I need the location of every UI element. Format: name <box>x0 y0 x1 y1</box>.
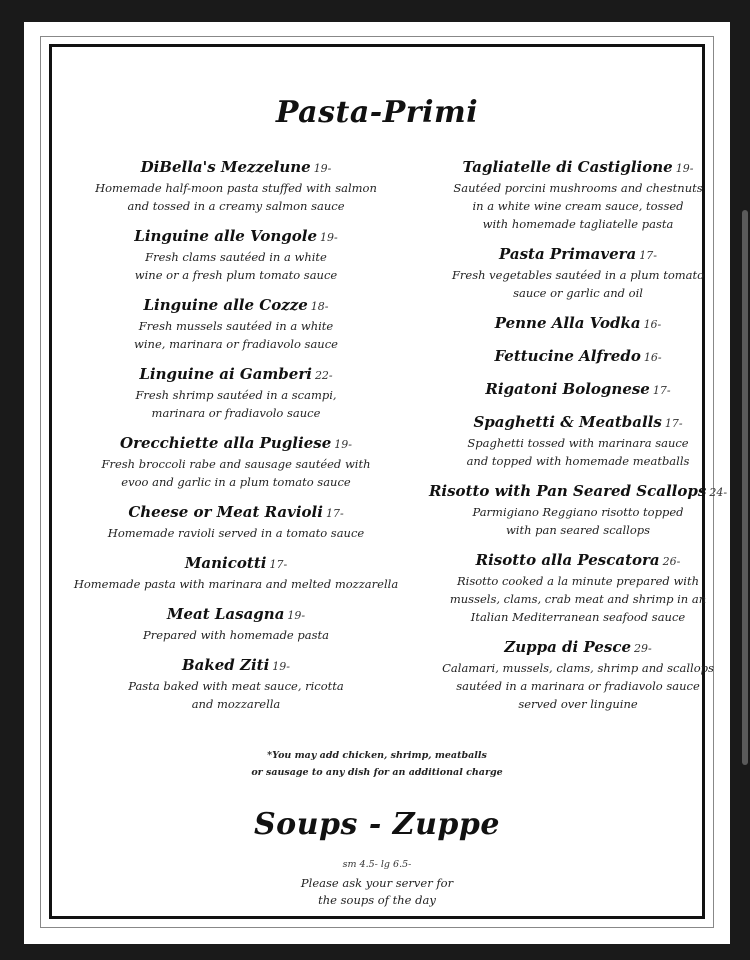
menu-item-header <box>66 553 406 575</box>
menu-item <box>408 157 748 233</box>
menu-item-price: 19- <box>319 231 338 244</box>
menu-item-header <box>408 412 748 434</box>
menu-item-price: 19- <box>334 438 352 451</box>
menu-item-price: 19- <box>675 162 694 175</box>
menu-item-description: Fresh vegetables sautéed in a plum tomato sauce or garlic and oil <box>451 268 705 300</box>
soups-section-title: Soups - Zuppe <box>254 807 500 842</box>
left-menu-column <box>66 157 406 724</box>
menu-item-price: 19- <box>287 609 306 622</box>
menu-item-header <box>408 637 748 659</box>
inner-border <box>49 44 728 919</box>
menu-item-description: Homemade ravioli served in a tomato sauce <box>107 526 365 540</box>
menu-item <box>408 637 748 713</box>
menu-item-name: Manicotti <box>184 554 267 572</box>
menu-item-header <box>66 604 406 626</box>
menu-item-description: Calamari, mussels, clams, shrimp and scallops sautéed in a marinara or fradiavolo sauce served over linguine <box>442 661 714 711</box>
menu-item <box>408 244 748 302</box>
menu-item-price: 17- <box>664 417 683 430</box>
menu-item-header <box>408 313 748 335</box>
menu-item <box>66 655 406 713</box>
menu-item-name: Risotto with Pan Seared Scallops <box>428 482 707 500</box>
menu-item-price: 26- <box>662 555 681 568</box>
menu-item <box>408 412 748 470</box>
menu-item-header <box>408 379 748 401</box>
menu-item <box>66 295 406 353</box>
menu-item-price: 17- <box>269 558 288 571</box>
menu-item-name: Tagliatelle di Castiglione <box>462 158 673 176</box>
menu-item <box>408 550 748 626</box>
menu-item-description: Spaghetti tossed with marinara sauce and topped with homemade meatballs <box>466 436 690 468</box>
menu-item-name: Penne Alla Vodka <box>494 314 641 332</box>
menu-item <box>66 553 406 593</box>
menu-item <box>66 157 406 215</box>
menu-page <box>24 22 730 944</box>
menu-item-price: 19- <box>272 660 291 673</box>
menu-item <box>66 364 406 422</box>
menu-item-name: Linguine ai Gamberi <box>139 365 312 383</box>
menu-item <box>66 604 406 644</box>
menu-item-name: Rigatoni Bolognese <box>485 380 650 398</box>
menu-item-header <box>66 295 406 317</box>
menu-item-description: Fresh broccoli rabe and sausage sautéed with evoo and garlic in a plum tomato sauce <box>101 457 371 489</box>
menu-item-price: 16- <box>643 318 662 331</box>
menu-item-header <box>66 226 406 248</box>
menu-item-name: Zuppa di Pesce <box>504 638 631 656</box>
menu-item-name: Spaghetti & Meatballs <box>473 413 662 431</box>
menu-item <box>66 502 406 542</box>
menu-item-price: 18- <box>310 300 329 313</box>
menu-item-price: 19- <box>313 162 332 175</box>
menu-item-price: 22- <box>314 369 333 382</box>
menu-item-name: Cheese or Meat Ravioli <box>128 503 323 521</box>
menu-item-price: 16- <box>643 351 662 364</box>
menu-item-name: Fettucine Alfredo <box>494 347 641 365</box>
menu-item-description: Fresh shrimp sautéed in a scampi, marinara or fradiavolo sauce <box>135 388 337 420</box>
menu-item-header <box>408 244 748 266</box>
menu-item <box>66 433 406 491</box>
menu-item <box>408 313 748 335</box>
menu-item-description: Parmigiano Reggiano risotto topped with pan seared scallops <box>472 505 684 537</box>
menu-item-description: Sautéed porcini mushrooms and chestnuts in a white wine cream sauce, tossed with homemade tagliatelle pasta <box>453 181 703 231</box>
menu-item-header <box>66 157 406 179</box>
menu-item-header <box>408 550 748 572</box>
menu-item-description: Fresh mussels sautéed in a white wine, marinara or fradiavolo sauce <box>134 319 338 351</box>
menu-item-price: 17- <box>639 249 657 262</box>
menu-item-price: 17- <box>325 507 344 520</box>
menu-item-header <box>408 346 748 368</box>
menu-item-header <box>66 364 406 386</box>
menu-item-name: Pasta Primavera <box>499 245 637 263</box>
pasta-section-title: Pasta-Primi <box>275 95 479 130</box>
right-menu-column <box>408 157 748 724</box>
menu-item-description: Homemade half-moon pasta stuffed with salmon and tossed in a creamy salmon sauce <box>95 181 377 213</box>
menu-item-header <box>66 433 406 455</box>
menu-item-description: Homemade pasta with marinara and melted mozzarella <box>73 577 399 591</box>
menu-item-price: 24- <box>709 486 728 499</box>
menu-item-name: Orecchiette alla Pugliese <box>120 434 332 452</box>
menu-item-price: 17- <box>652 384 671 397</box>
menu-item <box>408 481 748 539</box>
menu-item-header <box>408 157 748 179</box>
menu-item-name: DiBella's Mezzelune <box>140 158 311 176</box>
menu-item-header <box>66 502 406 524</box>
menu-item-description: Fresh clams sautéed in a white wine or a fresh plum tomato sauce <box>134 250 338 282</box>
menu-item-description: Prepared with homemade pasta <box>142 628 329 642</box>
menu-item <box>408 379 748 401</box>
menu-item-name: Baked Ziti <box>181 656 270 674</box>
add-protein-note: *You may add chicken, shrimp, meatballs or sausage to any dish for an additional charge <box>251 750 503 778</box>
menu-item-name: Risotto alla Pescatora <box>475 551 660 569</box>
menu-item-price: 29- <box>634 642 652 655</box>
menu-item-name: Meat Lasagna <box>166 605 285 623</box>
soup-of-the-day-info: Please ask your server for the soups of the day <box>300 876 454 907</box>
menu-item-name: Linguine alle Vongole <box>134 227 317 245</box>
menu-item-name: Linguine alle Cozze <box>143 296 308 314</box>
menu-item <box>66 226 406 284</box>
menu-item-header <box>66 655 406 677</box>
menu-item-header <box>408 481 748 503</box>
menu-item-description: Pasta baked with meat sauce, ricotta and mozzarella <box>128 679 344 711</box>
menu-item <box>408 346 748 368</box>
soup-prices: sm 4.5- lg 6.5- <box>342 859 412 870</box>
menu-item-description: Risotto cooked a la minute prepared with mussels, clams, crab meat and shrimp in an Italian Mediterranean seafood sauce <box>449 574 707 624</box>
